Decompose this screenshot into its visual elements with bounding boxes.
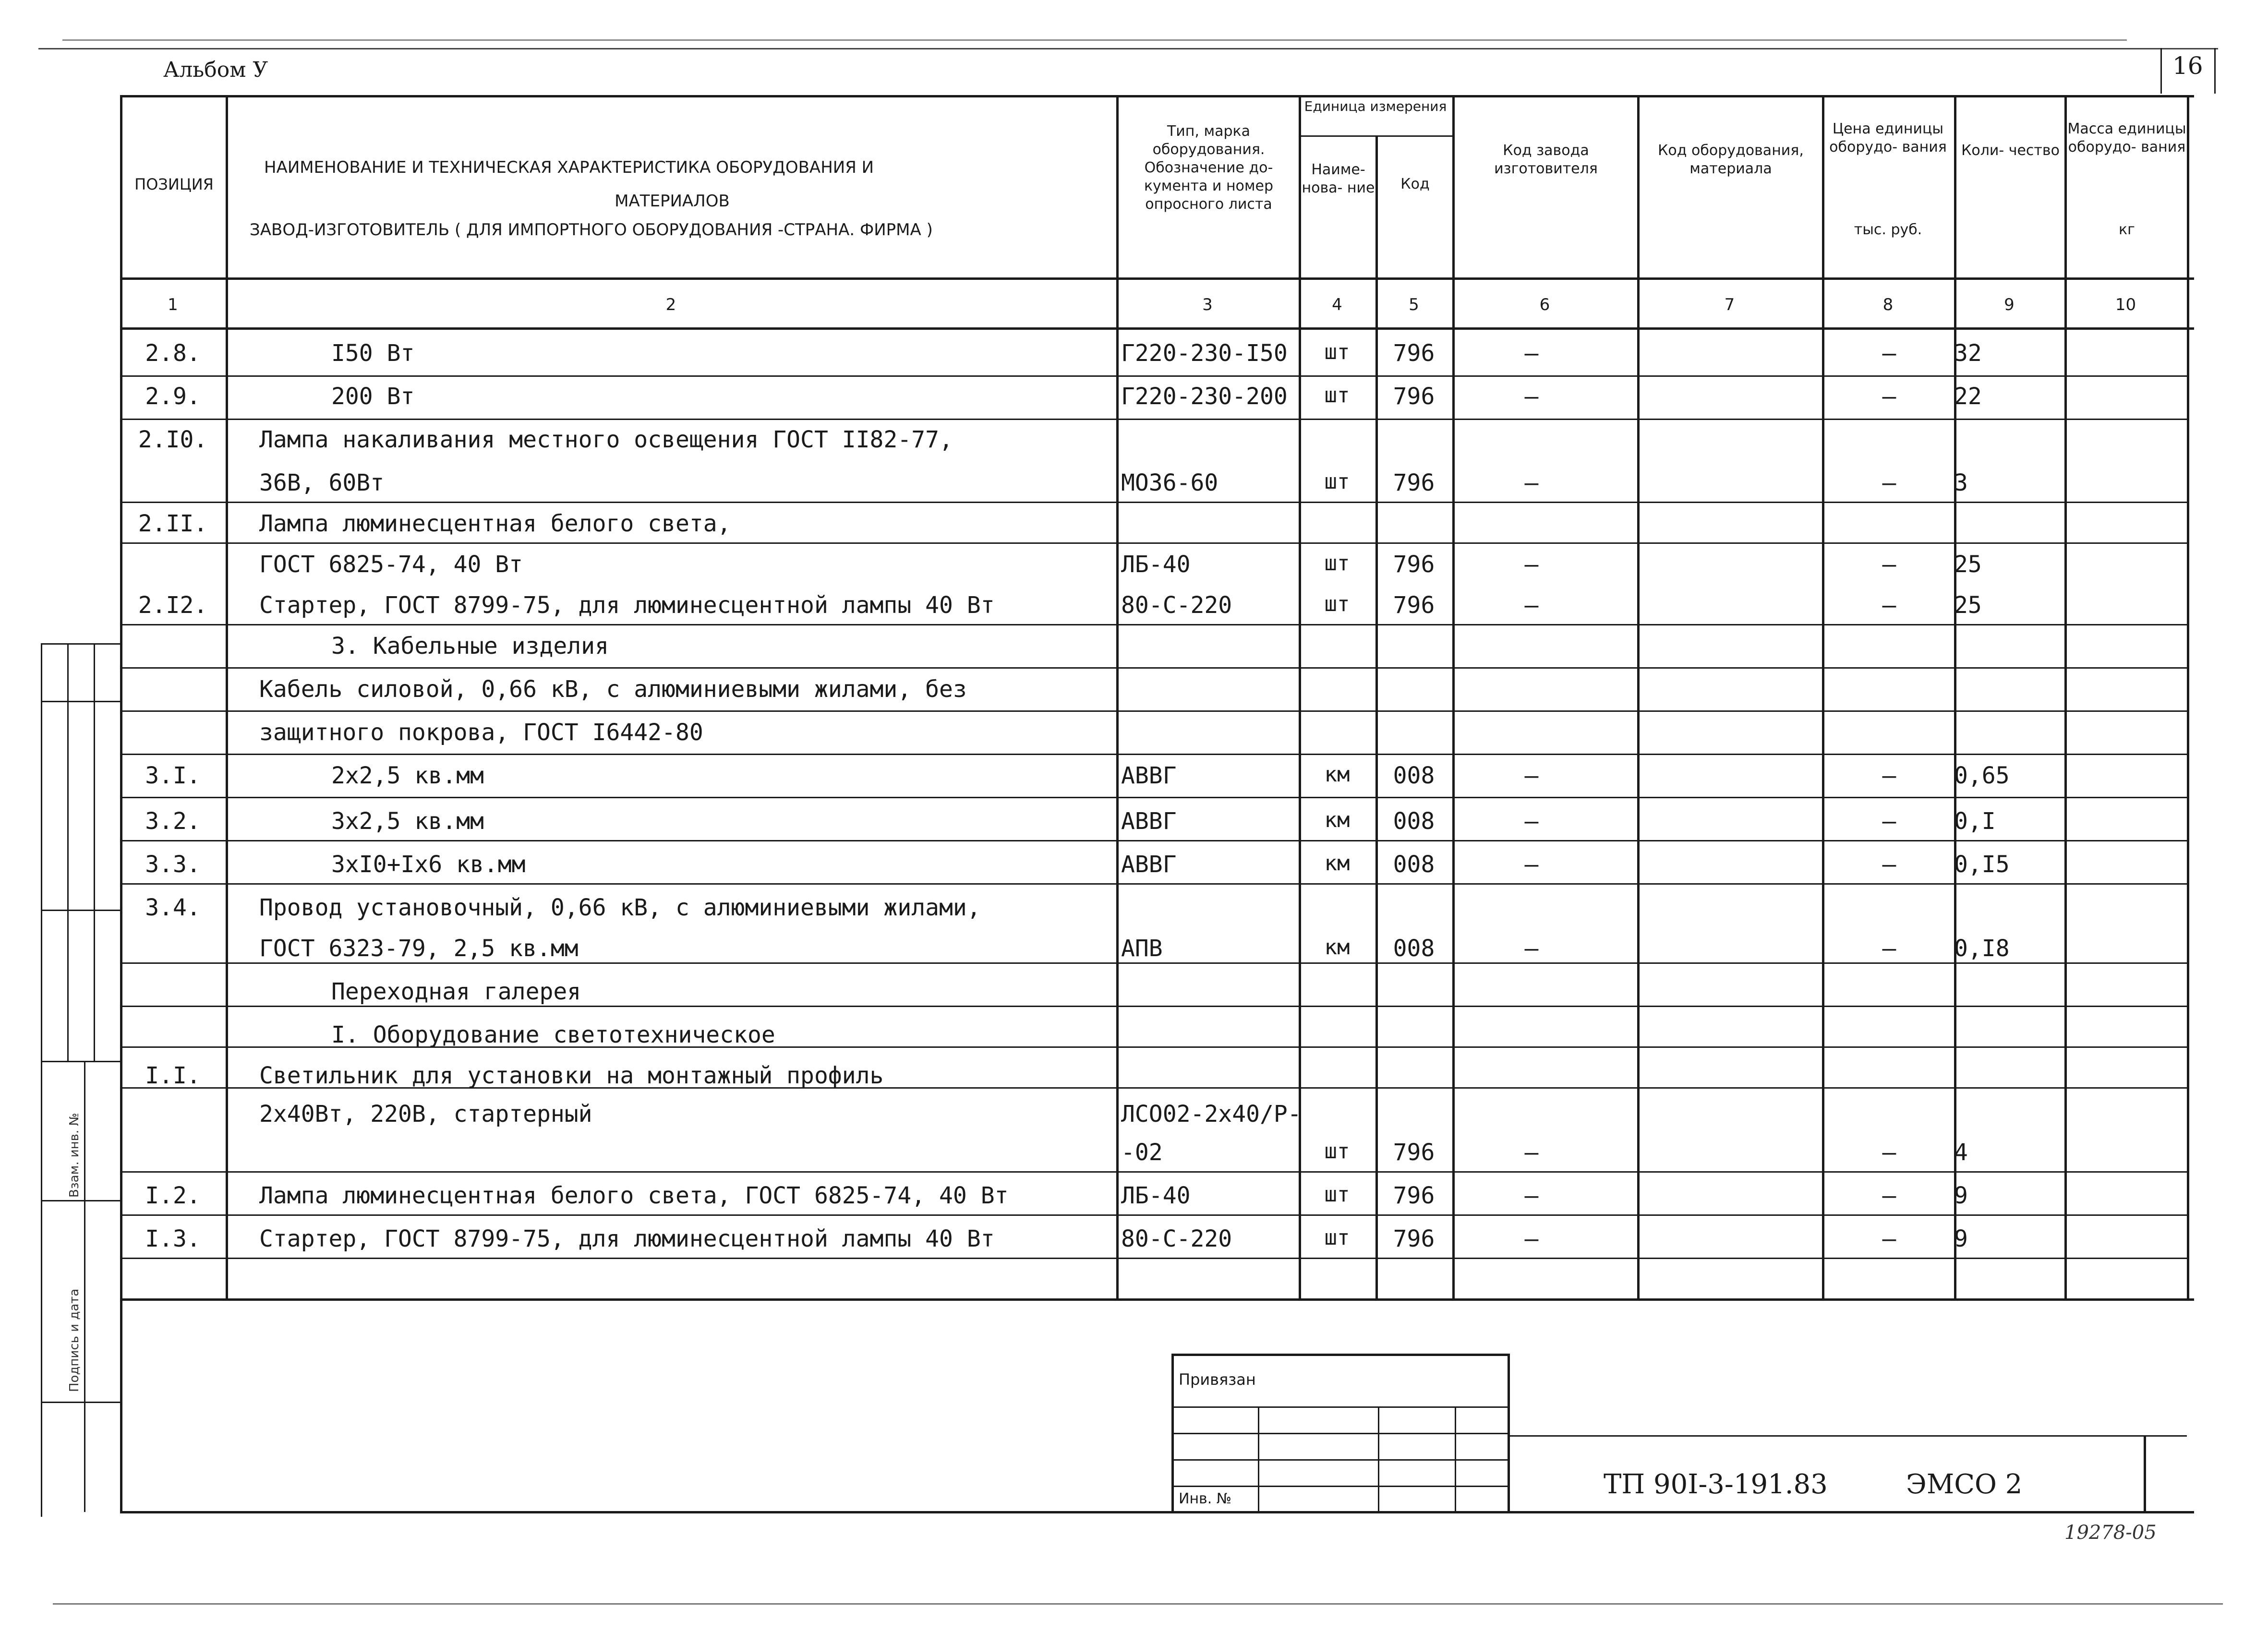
col-number: 3 — [1202, 295, 1213, 314]
col-sep-6 — [1637, 95, 1640, 1300]
title-block-top — [1508, 1435, 2187, 1437]
row-name: I50 Вт — [331, 340, 415, 367]
col-sep-2 — [1116, 95, 1119, 1300]
col-header-name-2: МАТЕРИАЛОВ — [615, 192, 730, 211]
row-name: ГОСТ 6323-79, 2,5 кв.мм — [259, 935, 579, 962]
col-header-mass: Масса единицы оборудо- вания — [2067, 120, 2186, 156]
sheet-number: 16 — [2172, 52, 2203, 80]
row-divider — [120, 502, 2189, 503]
scan-line — [62, 39, 2127, 41]
row-name: I. Оборудование светотехническое — [331, 1021, 775, 1048]
row-quantity: 25 — [1954, 592, 1982, 619]
row-position: 2.9. — [145, 383, 201, 410]
row-unit: км — [1324, 935, 1350, 960]
row-type: АВВГ — [1121, 851, 1177, 878]
row-factory-code: – — [1524, 1139, 1539, 1166]
stamp-col — [1258, 1406, 1259, 1512]
row-unit: шт — [1324, 469, 1350, 494]
side-label-replace-inv: Взам. инв. № — [67, 1113, 82, 1198]
row-position: 2.I0. — [138, 426, 208, 453]
col-header-qty: Коли- чество — [1961, 142, 2060, 159]
row-position: 3.3. — [145, 851, 201, 878]
row-type: ЛСО02-2х40/Р- — [1121, 1101, 1302, 1128]
row-type: МО36-60 — [1121, 469, 1218, 496]
row-unit: шт — [1324, 551, 1350, 576]
row-name: 3х2,5 кв.мм — [331, 808, 484, 835]
col-header-material: Код оборудования, материала — [1658, 142, 1804, 177]
row-name: 36В, 60Вт — [259, 469, 385, 496]
col-header-price-unit: тыс. руб. — [1854, 221, 1922, 238]
col-header-position: ПОЗИЦИЯ — [134, 175, 214, 193]
row-unit: шт — [1324, 1225, 1350, 1250]
col-sep-1 — [226, 95, 228, 1300]
row-divider — [120, 883, 2189, 885]
row-quantity: 9 — [1954, 1182, 1968, 1209]
frame-right — [2187, 95, 2189, 1300]
row-name: Лампа накаливания местного освещения ГОСТ II82-77, — [259, 426, 953, 453]
row-position: 3.4. — [145, 894, 201, 921]
row-unit: шт — [1324, 340, 1350, 364]
table-top-border — [120, 95, 2194, 97]
row-divider — [120, 667, 2189, 669]
row-name: защитного покрова, ГОСТ I6442-80 — [259, 719, 703, 746]
row-quantity: 0,I8 — [1954, 935, 2010, 962]
col-number: 5 — [1409, 295, 1419, 314]
row-unit: км — [1324, 808, 1350, 832]
row-name: 2х40Вт, 220В, стартерный — [259, 1101, 592, 1128]
row-unit: шт — [1324, 383, 1350, 408]
side-strip-line — [41, 1200, 120, 1201]
col-number: 4 — [1332, 295, 1342, 314]
side-strip-line — [41, 701, 120, 702]
col-number: 1 — [168, 295, 178, 314]
col-header-name-1: НАИМЕНОВАНИЕ И ТЕХНИЧЕСКАЯ ХАРАКТЕРИСТИКА ОБОРУДОВАНИЯ И — [264, 158, 874, 177]
sheet-box-left — [2160, 48, 2162, 94]
row-position: 3.2. — [145, 808, 201, 835]
document-code: ТП 90I-3-191.83 — [1604, 1469, 1828, 1500]
row-unit-code: 008 — [1393, 851, 1435, 878]
row-divider — [120, 1171, 2189, 1173]
row-type: АВВГ — [1121, 808, 1177, 835]
stamp-line — [1171, 1406, 1508, 1408]
row-quantity: 25 — [1954, 551, 1982, 578]
col-header-mass-unit: кг — [2119, 221, 2135, 238]
row-price: – — [1882, 469, 1896, 496]
row-unit-code: 796 — [1393, 1225, 1435, 1252]
row-quantity: 0,I — [1954, 808, 1996, 835]
row-type: Г220-230-200 — [1121, 383, 1288, 410]
row-price: – — [1882, 1139, 1896, 1166]
col-header-type: Тип, марка оборудования. Обозначение до- кумента и номер опросного листа — [1144, 123, 1274, 213]
side-strip-line — [41, 910, 120, 911]
col-sep-5 — [1452, 95, 1455, 1300]
row-unit: шт — [1324, 592, 1350, 616]
row-unit-code: 008 — [1393, 935, 1435, 962]
col-number: 7 — [1724, 295, 1735, 314]
row-factory-code: – — [1524, 551, 1539, 578]
row-name: 3. Кабельные изделия — [331, 633, 609, 660]
row-type: -02 — [1121, 1139, 1163, 1166]
row-quantity: 0,65 — [1954, 762, 2010, 789]
row-factory-code: – — [1524, 808, 1539, 835]
stamp-col — [1378, 1406, 1379, 1512]
col-number: 2 — [665, 295, 676, 314]
row-type: 80-С-220 — [1121, 592, 1232, 619]
row-unit-code: 796 — [1393, 469, 1435, 496]
row-name: 2х2,5 кв.мм — [331, 762, 484, 789]
row-name: Лампа люминесцентная белого света, — [259, 510, 731, 537]
stamp-col — [1455, 1406, 1456, 1512]
sheet-box-right — [2214, 48, 2216, 94]
frame-bottom — [120, 1511, 2194, 1513]
row-type: ЛБ-40 — [1121, 551, 1191, 578]
row-name: Лампа люминесцентная белого света, ГОСТ 6825-74, 40 Вт — [259, 1182, 1009, 1209]
col-sep-8 — [1954, 95, 1956, 1300]
table-bottom-border — [120, 1298, 2194, 1301]
stamp-line — [1171, 1433, 1508, 1434]
col-number: 9 — [2004, 295, 2015, 314]
col-number: 6 — [1539, 295, 1550, 314]
row-unit-code: 796 — [1393, 1139, 1435, 1166]
row-price: – — [1882, 1182, 1896, 1209]
row-quantity: 4 — [1954, 1139, 1968, 1166]
stamp-bound-label: Привязан — [1179, 1370, 1256, 1389]
row-quantity: 32 — [1954, 340, 1982, 367]
row-factory-code: – — [1524, 340, 1539, 367]
side-label-signature-date: Подпись и дата — [67, 1288, 82, 1392]
row-divider — [120, 710, 2189, 712]
row-price: – — [1882, 592, 1896, 619]
row-factory-code: – — [1524, 383, 1539, 410]
row-quantity: 22 — [1954, 383, 1982, 410]
row-type: 80-С-220 — [1121, 1225, 1232, 1252]
col-sep-7 — [1822, 95, 1824, 1300]
col-header-name-3: ЗАВОД-ИЗГОТОВИТЕЛЬ ( ДЛЯ ИМПОРТНОГО ОБОРУДОВАНИЯ -СТРАНА. ФИРМА ) — [250, 220, 933, 240]
row-divider — [120, 1214, 2189, 1216]
album-label: Альбом У — [163, 58, 268, 82]
archive-number: 19278-05 — [2064, 1522, 2157, 1544]
side-strip-line — [41, 1061, 120, 1062]
row-divider — [120, 754, 2189, 755]
unit-subheader-line — [1299, 135, 1452, 137]
row-name: Переходная галерея — [331, 978, 581, 1005]
row-price: – — [1882, 551, 1896, 578]
row-price: – — [1882, 340, 1896, 367]
row-factory-code: – — [1524, 1182, 1539, 1209]
col-sep-9 — [2064, 95, 2067, 1300]
document-mark: ЭМСО 2 — [1906, 1469, 2023, 1500]
header-bottom-border — [120, 277, 2194, 280]
row-position: 2.I2. — [138, 592, 208, 619]
col-header-price: Цена единицы оборудо- вания — [1829, 120, 1947, 156]
row-factory-code: – — [1524, 1225, 1539, 1252]
side-strip-left — [41, 643, 42, 1517]
row-name: 200 Вт — [331, 383, 415, 410]
row-price: – — [1882, 935, 1896, 962]
row-factory-code: – — [1524, 469, 1539, 496]
row-type: АВВГ — [1121, 762, 1177, 789]
row-price: – — [1882, 851, 1896, 878]
row-divider — [120, 1258, 2189, 1259]
row-divider — [120, 962, 2189, 964]
col-header-unit: Единица измерения — [1304, 98, 1447, 114]
row-name: Кабель силовой, 0,66 кВ, с алюминиевыми жилами, без — [259, 676, 967, 703]
row-price: – — [1882, 1225, 1896, 1252]
row-factory-code: – — [1524, 851, 1539, 878]
stamp-inv-label: Инв. № — [1179, 1490, 1232, 1507]
row-quantity: 0,I5 — [1954, 851, 2010, 878]
scan-line-bottom — [53, 1603, 2223, 1605]
row-name: ГОСТ 6825-74, 40 Вт — [259, 551, 523, 578]
row-factory-code: – — [1524, 935, 1539, 962]
row-name: Светильник для установки на монтажный профиль — [259, 1062, 884, 1089]
row-divider — [120, 1006, 2189, 1007]
row-name: 3хI0+Iх6 кв.мм — [331, 851, 526, 878]
row-type: ЛБ-40 — [1121, 1182, 1191, 1209]
row-quantity: 3 — [1954, 469, 1968, 496]
col-header-unit-name: Наиме- нова- ние — [1302, 161, 1375, 196]
stamp-line — [1171, 1486, 1508, 1487]
row-unit-code: 796 — [1393, 551, 1435, 578]
row-unit-code: 796 — [1393, 1182, 1435, 1209]
col-number: 8 — [1882, 295, 1894, 314]
stamp-top — [1171, 1354, 1510, 1356]
row-divider — [120, 840, 2189, 841]
row-position: 3.I. — [145, 762, 201, 789]
row-divider — [120, 375, 2189, 377]
row-type: Г220-230-I50 — [1121, 340, 1288, 367]
row-name: Стартер, ГОСТ 8799-75, для люминесцентной лампы 40 Вт — [259, 592, 995, 619]
row-factory-code: – — [1524, 762, 1539, 789]
row-unit-code: 796 — [1393, 592, 1435, 619]
col-header-factory: Код завода изготовителя — [1494, 142, 1598, 177]
row-divider — [120, 419, 2189, 420]
frame-top-line — [38, 48, 2218, 49]
side-strip-mid-2 — [94, 643, 95, 1061]
row-unit: км — [1324, 762, 1350, 787]
row-unit: шт — [1324, 1182, 1350, 1207]
row-name: Провод установочный, 0,66 кВ, с алюминиевыми жилами, — [259, 894, 981, 921]
row-position: I.I. — [145, 1062, 201, 1089]
row-position: I.2. — [145, 1182, 201, 1209]
row-unit-code: 008 — [1393, 762, 1435, 789]
stamp-line — [1171, 1459, 1508, 1461]
row-name: Стартер, ГОСТ 8799-75, для люминесцентной лампы 40 Вт — [259, 1225, 995, 1252]
row-unit: шт — [1324, 1139, 1350, 1164]
side-strip-line — [41, 1402, 120, 1403]
row-unit-code: 796 — [1393, 383, 1435, 410]
row-factory-code: – — [1524, 592, 1539, 619]
title-block-divider — [2144, 1435, 2146, 1512]
colnum-bottom-border — [120, 327, 2194, 330]
row-unit-code: 008 — [1393, 808, 1435, 835]
side-strip-mid-3 — [84, 1061, 85, 1512]
row-divider — [120, 542, 2189, 544]
row-unit: км — [1324, 851, 1350, 876]
row-position: 2.II. — [138, 510, 208, 537]
stamp-right — [1508, 1354, 1510, 1512]
row-unit-code: 796 — [1393, 340, 1435, 367]
row-position: I.3. — [145, 1225, 201, 1252]
row-quantity: 9 — [1954, 1225, 1968, 1252]
row-divider — [120, 797, 2189, 798]
row-price: – — [1882, 762, 1896, 789]
row-price: – — [1882, 383, 1896, 410]
row-position: 2.8. — [145, 340, 201, 367]
row-type: АПВ — [1121, 935, 1163, 962]
side-strip-line — [41, 643, 120, 645]
row-divider — [120, 624, 2189, 625]
row-price: – — [1882, 808, 1896, 835]
col-number: 10 — [2115, 295, 2136, 314]
side-strip-mid-1 — [67, 643, 69, 1061]
col-header-unit-code: Код — [1400, 176, 1430, 192]
